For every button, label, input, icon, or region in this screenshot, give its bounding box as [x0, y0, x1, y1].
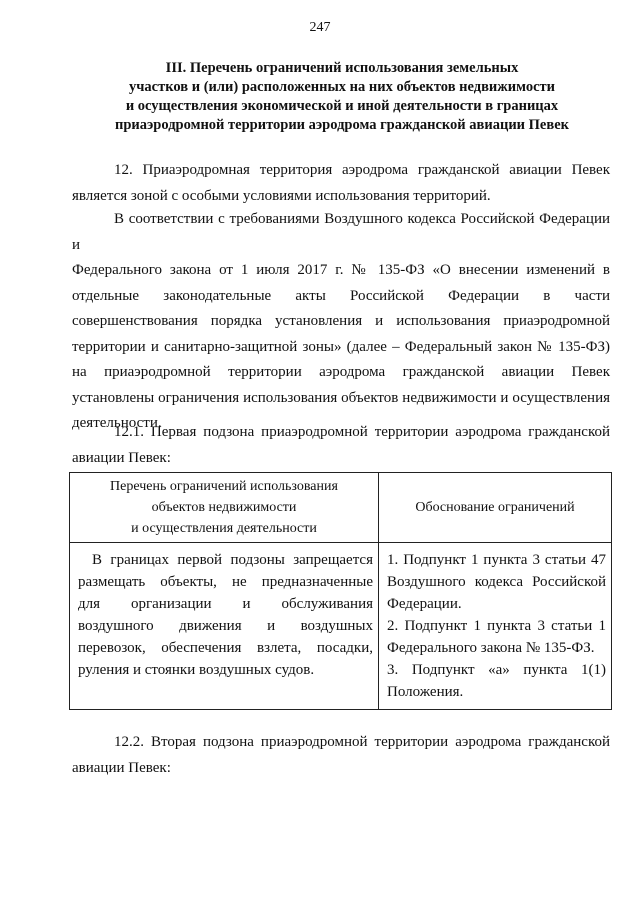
cell-line: 2. Подпункт 1 пункта 3 статьи 1 — [387, 618, 606, 634]
cell-justification — [379, 543, 612, 710]
cell-line: для организации и обслуживания — [78, 596, 373, 612]
paragraph-line: В соответствии с требованиями Воздушного кодекса Российской Федерации и — [72, 211, 610, 253]
table-row — [70, 543, 612, 710]
table-header-row — [70, 473, 612, 543]
cell-line: руления и стоянки воздушных судов. — [78, 662, 315, 678]
header-line: Перечень ограничений использования — [110, 479, 338, 494]
cell-line: воздушного движения и воздушных — [78, 618, 373, 634]
cell-line: Воздушного кодекса Российской — [387, 574, 606, 590]
paragraph-line: территории и санитарно-защитной зоны» (далее – Федеральный закон № 135-ФЗ) — [72, 338, 610, 355]
paragraph-line: на приаэродромной территории аэродрома гражданской авиации Певек — [72, 364, 610, 380]
paragraph-line: отдельные законодательные акты Российской Федерации в части — [72, 287, 610, 304]
paragraph-line: авиации Певек: — [72, 759, 171, 776]
paragraph-line: авиации Певек: — [72, 449, 171, 466]
paragraph-line: совершенствования порядка установления и использования приаэродромной — [72, 313, 610, 329]
paragraph-12-2 — [72, 730, 610, 781]
cell-line: размещать объекты, не предназначенные — [78, 574, 373, 590]
cell-line: перевозок, обеспечения взлета, посадки, — [78, 640, 373, 656]
header-line: объектов недвижимости — [151, 500, 297, 515]
header-line: и осуществления деятельности — [131, 521, 317, 536]
cell-line: Положения. — [387, 684, 464, 700]
paragraph-12 — [72, 158, 610, 209]
page-number: 247 — [309, 20, 331, 35]
paragraph-line: является зоной с особыми условиями использования территорий. — [72, 187, 491, 204]
section-heading — [72, 59, 612, 135]
paragraph-line: деятельности. — [72, 415, 162, 431]
heading-line: приаэродромной территории аэродрома гражданской авиации Певек — [115, 117, 569, 133]
cell-line: 1. Подпункт 1 пункта 3 статьи 47 — [387, 552, 606, 568]
header-justification: Обоснование ограничений — [379, 473, 612, 543]
cell-line: В границах первой подзоны запрещается — [92, 552, 373, 568]
paragraph-line: 12. Приаэродромная территория аэродрома гражданской авиации Певек — [114, 162, 610, 178]
cell-line: 3. Подпункт «а» пункта 1(1) — [387, 662, 606, 678]
paragraph-line: 12.1. Первая подзона приаэродромной территории аэродрома гражданской — [114, 424, 610, 440]
cell-restriction — [70, 543, 379, 710]
paragraph-law — [72, 207, 610, 437]
heading-line: III. Перечень ограничений использования земельных — [165, 60, 519, 76]
restrictions-table — [69, 472, 612, 710]
cell-line: Федерального закона № 135-ФЗ. — [387, 640, 595, 656]
heading-line: участков и (или) расположенных на них объектов недвижимости — [128, 79, 555, 95]
paragraph-line: 12.2. Вторая подзона приаэродромной территории аэродрома гражданской — [114, 734, 610, 750]
paragraph-12-1 — [72, 420, 610, 471]
paragraph-line: Федерального закона от 1 июля 2017 г. № 135-ФЗ «О внесении изменений в — [72, 262, 610, 278]
header-restrictions — [70, 473, 379, 543]
paragraph-line: установлены ограничения использования объектов недвижимости и осуществления — [72, 389, 610, 406]
cell-line: Федерации. — [387, 596, 462, 612]
heading-line: и осуществления экономической и иной деятельности в границах — [125, 98, 559, 114]
